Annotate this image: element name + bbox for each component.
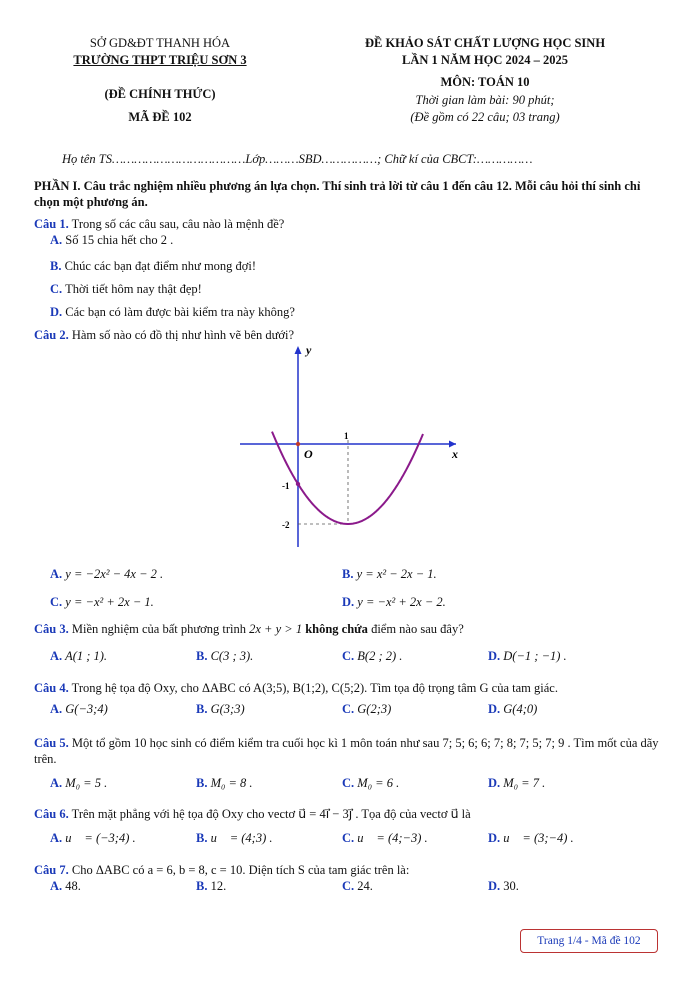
option-label: D.	[488, 879, 501, 893]
option-label: D.	[488, 831, 501, 845]
q2-option-a[interactable]	[50, 566, 163, 582]
question-5-text: Một tổ gồm 10 học sinh có điểm kiểm tra cuối học kì 1 môn toán như sau 7; 5; 6; 6; 7; 8; 7; 5; 7; 9 . Tìm mốt của dãy trên.	[34, 736, 659, 766]
option-text: Các bạn có làm được bài kiểm tra này không?	[65, 305, 295, 319]
option-label: B.	[196, 702, 208, 716]
question-2-text: Hàm số nào có đồ thị như hình vẽ bên dưới?	[68, 328, 295, 342]
q4-option-b[interactable]	[196, 701, 245, 717]
option-text: u⃗ = (4;−3) .	[357, 831, 428, 845]
option-text: M₀ = 8 .	[210, 776, 253, 790]
question-4-text: Trong hệ tọa độ Oxy, cho ΔABC có A(3;5), B(1;2), C(5;2). Tìm tọa độ trọng tâm G của tam giác.	[68, 681, 558, 695]
page-footer: Trang 1/4 - Mã đề 102	[520, 929, 658, 953]
y-axis-label: y	[306, 343, 312, 357]
option-text: 24.	[357, 879, 373, 893]
question-7-text: Cho ΔABC có a = 6, b = 8, c = 10. Diện tích S của tam giác trên là:	[68, 863, 410, 877]
school-name: TRƯỜNG THPT TRIỆU SƠN 3	[73, 53, 247, 67]
option-text: u⃗ = (−3;4) .	[65, 831, 136, 845]
option-label: A.	[50, 831, 63, 845]
option-label: C.	[342, 831, 355, 845]
q6-option-d[interactable]	[488, 830, 574, 846]
question-3-inequality: 2x + y > 1	[249, 622, 303, 636]
question-3-label: Câu 3.	[34, 622, 69, 636]
option-text: Thời tiết hôm nay thật đẹp!	[65, 282, 202, 296]
option-label: C.	[342, 879, 355, 893]
option-text: G(3;3)	[210, 702, 245, 716]
option-label: C.	[342, 776, 355, 790]
option-label: C.	[50, 595, 63, 609]
option-label: A.	[50, 702, 63, 716]
option-label: B.	[196, 831, 208, 845]
option-label: A.	[50, 233, 63, 247]
q4-option-d[interactable]	[488, 701, 537, 717]
question-1-label: Câu 1.	[34, 217, 69, 231]
option-text: M₀ = 7 .	[503, 776, 546, 790]
option-text: u⃗ = (3;−4) .	[503, 831, 574, 845]
q1-option-c[interactable]	[50, 281, 202, 297]
option-label: D.	[342, 595, 355, 609]
x-tick-label: 1	[344, 431, 349, 441]
q4-option-a[interactable]	[50, 701, 108, 717]
q5-option-b[interactable]	[196, 775, 253, 791]
q7-option-a[interactable]	[50, 878, 81, 894]
option-text: Số 15 chia hết cho 2 .	[65, 233, 174, 247]
option-text: M₀ = 5 .	[65, 776, 108, 790]
option-text: A(1 ; 1).	[65, 649, 108, 663]
option-text: Chúc các bạn đạt điểm như mong đợi!	[64, 259, 257, 273]
q3-option-c[interactable]	[342, 648, 402, 664]
option-text: G(2;3)	[357, 702, 392, 716]
q2-option-b[interactable]	[342, 566, 437, 582]
exam-title: ĐỀ KHẢO SÁT CHẤT LƯỢNG HỌC SINH	[364, 36, 606, 50]
parabola-curve	[272, 432, 423, 524]
q6-option-c[interactable]	[342, 830, 428, 846]
x-axis-label: x	[452, 447, 458, 461]
question-6	[34, 806, 666, 822]
origin-label: O	[304, 447, 313, 461]
parabola-graph	[230, 340, 460, 550]
question-6-label: Câu 6.	[34, 807, 69, 821]
option-label: B.	[342, 567, 354, 581]
department-name: SỞ GD&ĐT THANH HÓA	[89, 36, 231, 50]
option-label: D.	[488, 776, 501, 790]
option-text: y = −2x² − 4x − 2 .	[65, 567, 164, 581]
q6-option-b[interactable]	[196, 830, 273, 846]
candidate-info-line: Họ tên TS………………………………Lớp………SBD……………; Chữ kí của CBCT:……………	[62, 152, 533, 166]
question-6-text: Trên mặt phẳng với hệ tọa độ Oxy cho vectơ u⃗ = 4i⃗ − 3j⃗ . Tọa độ của vectơ u⃗ là	[68, 807, 471, 821]
option-label: A.	[50, 567, 63, 581]
option-text: G(−3;4)	[65, 702, 108, 716]
question-1	[34, 216, 666, 232]
option-text: u⃗ = (4;3) .	[210, 831, 273, 845]
question-7	[34, 862, 666, 878]
option-label: B.	[196, 879, 208, 893]
option-label: C.	[342, 649, 355, 663]
option-label: D.	[488, 649, 501, 663]
option-label: D.	[488, 702, 501, 716]
question-4-label: Câu 4.	[34, 681, 69, 695]
q6-option-a[interactable]	[50, 830, 136, 846]
option-text: 30.	[503, 879, 519, 893]
question-7-label: Câu 7.	[34, 863, 69, 877]
option-text: B(2 ; 2) .	[357, 649, 403, 663]
q7-option-b[interactable]	[196, 878, 226, 894]
exam-round: LẦN 1 NĂM HỌC 2024 – 2025	[402, 53, 568, 67]
option-label: A.	[50, 879, 63, 893]
option-label: B.	[50, 259, 62, 273]
option-text: y = −x² + 2x − 2.	[357, 595, 446, 609]
option-text: 12.	[210, 879, 227, 893]
q3-option-d[interactable]	[488, 648, 567, 664]
question-3-text-c: điểm nào sau đây?	[367, 622, 464, 636]
q1-option-a[interactable]	[50, 232, 173, 248]
question-3-text-a: Miền nghiệm của bất phương trình	[68, 622, 250, 636]
q7-option-d[interactable]	[488, 878, 519, 894]
exam-subject: MÔN: TOÁN 10	[440, 75, 530, 89]
option-label: B.	[196, 776, 208, 790]
origin-point	[296, 442, 300, 446]
option-label: A.	[50, 649, 63, 663]
official-label: (ĐỀ CHÍNH THỨC)	[104, 87, 216, 101]
q4-option-c[interactable]	[342, 701, 391, 717]
option-text: M₀ = 6 .	[357, 776, 400, 790]
question-5-label: Câu 5.	[34, 736, 69, 750]
question-5	[34, 735, 666, 767]
option-label: D.	[50, 305, 63, 319]
question-4	[34, 680, 666, 696]
option-text: G(4;0)	[503, 702, 538, 716]
q5-option-a[interactable]	[50, 775, 107, 791]
exam-pages: (Đề gồm có 22 câu; 03 trang)	[410, 110, 560, 124]
q1-option-d[interactable]	[50, 304, 295, 320]
y-axis-arrow	[295, 346, 302, 354]
question-3-emphasis: không chứa	[302, 622, 368, 636]
q3-option-b[interactable]	[196, 648, 253, 664]
option-label: A.	[50, 776, 63, 790]
option-text: y = −x² + 2x − 1.	[65, 595, 154, 609]
exam-time: Thời gian làm bài: 90 phút;	[415, 93, 555, 107]
q5-option-c[interactable]	[342, 775, 399, 791]
q2-option-c[interactable]	[50, 594, 154, 610]
y-tick-label-minus-2: -2	[282, 520, 290, 530]
q7-option-c[interactable]	[342, 878, 373, 894]
exam-code: MÃ ĐỀ 102	[128, 110, 192, 124]
q2-option-d[interactable]	[342, 594, 446, 610]
option-label: B.	[196, 649, 208, 663]
option-text: 48.	[65, 879, 81, 893]
y-tick-label-minus-1: -1	[282, 481, 290, 491]
y-intercept-point	[296, 482, 300, 486]
q3-option-a[interactable]	[50, 648, 107, 664]
q5-option-d[interactable]	[488, 775, 545, 791]
question-1-text: Trong số các câu sau, câu nào là mệnh đề?	[68, 217, 285, 231]
option-text: D(−1 ; −1) .	[503, 649, 567, 663]
question-3	[34, 621, 666, 637]
option-text: y = x² − 2x − 1.	[356, 567, 437, 581]
option-label: C.	[50, 282, 63, 296]
option-label: C.	[342, 702, 355, 716]
part1-instructions: PHẦN I. Câu trắc nghiệm nhiều phương án lựa chọn. Thí sinh trả lời từ câu 1 đến câu 12. Mỗi câu hỏi thí sinh chỉ chọn một phương án.	[34, 179, 641, 209]
option-text: C(3 ; 3).	[210, 649, 254, 663]
question-2-label: Câu 2.	[34, 328, 69, 342]
q1-option-b[interactable]	[50, 258, 256, 274]
